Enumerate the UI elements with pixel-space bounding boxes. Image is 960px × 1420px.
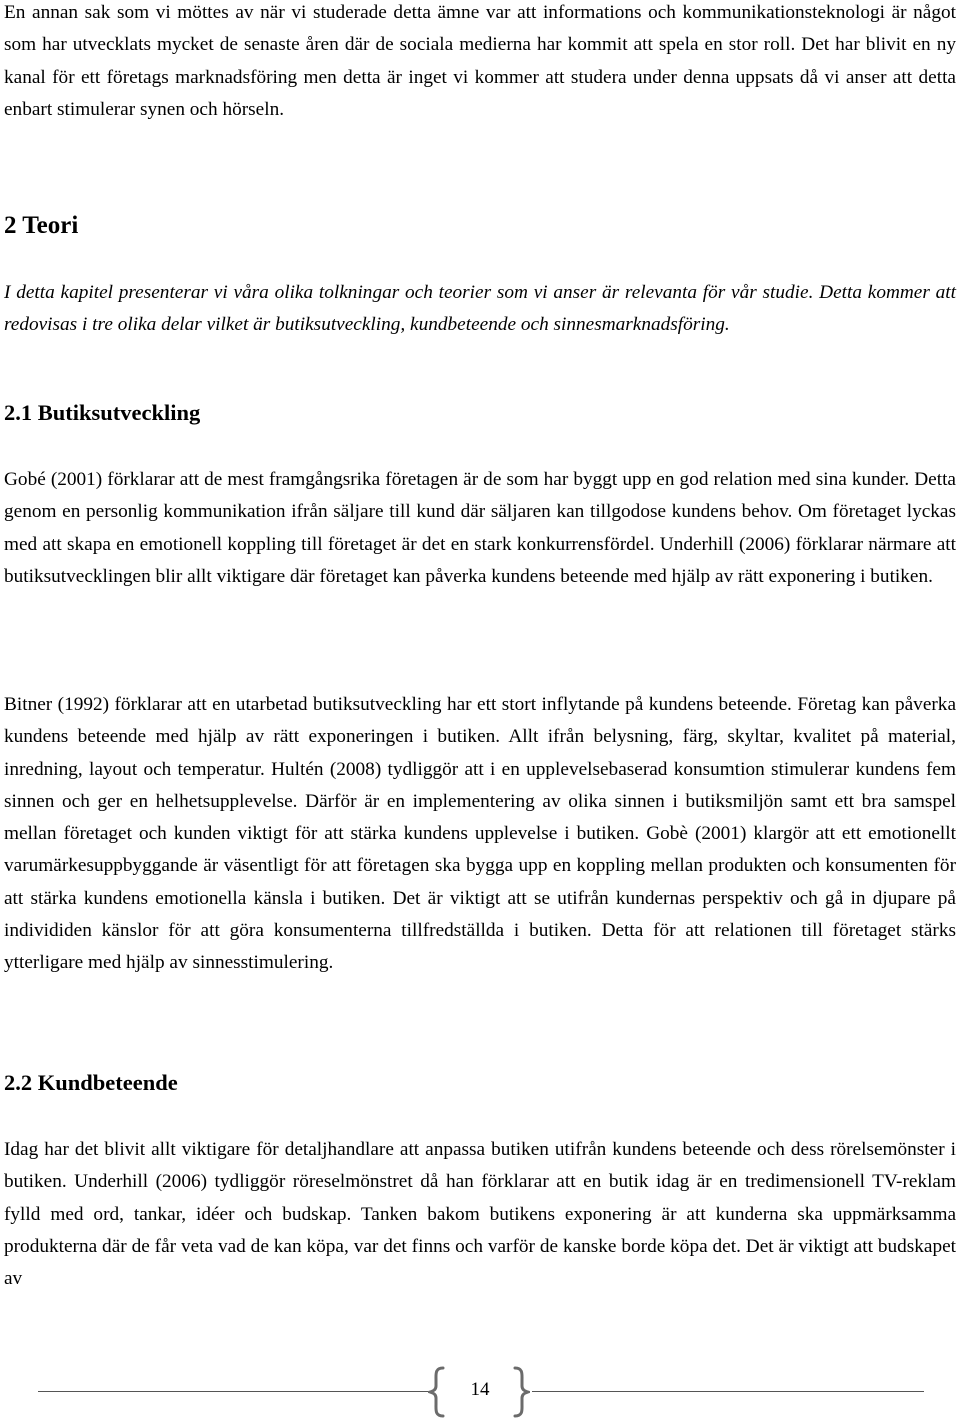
subsection-heading-butiksutveckling: 2.1 Butiksutveckling	[4, 400, 201, 425]
page-number: 14	[470, 1379, 490, 1400]
body-paragraph: En annan sak som vi möttes av när vi studerade detta ämne var att informations och kommunikationsteknologi är något som har utvecklats mycket de senaste åren där de sociala medierna har kommit att spela en stor roll. Det har blivit en ny kanal för ett företags marknadsföring men detta är inget vi kommer att studera under denna uppsats då vi anser att detta enbart stimulerar synen och hörseln.	[4, 2, 956, 120]
section-intro-paragraph: I detta kapitel presenterar vi våra olika tolkningar och teorier som vi anser är relevanta för vår studie. Detta kommer att redovisas i tre olika delar vilket är butiksutveckling, kundbeteende och sinnesmarknadsföring.	[4, 282, 956, 336]
footer-rule-left	[38, 1391, 430, 1392]
body-paragraph: Idag har det blivit allt viktigare för detaljhandlare att anpassa butiken utifrån kundens beteende och dess rörelsemönster i butiken. Underhill (2006) tydliggör röreselmönstret då han förklarar att en butik idag är en tredimensionell TV-reklam fylld med ord, tankar, idéer och budskap. Tanken bakom butikens exponering är att kunderna ska uppmärksamma produkterna där de får veta vad de kan köpa, var det finns och varför de kanske borde köpa det. Det är viktigt att budskapet av	[4, 1139, 956, 1290]
right-brace-icon	[512, 1366, 530, 1418]
section-heading-teori: 2 Teori	[4, 212, 79, 239]
footer-rule-right	[532, 1391, 924, 1392]
page-footer	[0, 1360, 960, 1420]
body-paragraph: Gobé (2001) förklarar att de mest framgångsrika företagen är de som har byggt upp en god relation med sina kunder. Detta genom en personlig kommunikation ifrån säljare till kund där säljaren kan tillgodose kundens behov. Om företaget lyckas med att skapa en emotionell koppling till företaget är det en stark konkurrensfördel. Underhill (2006) förklarar närmare att butiksutvecklingen blir allt viktigare där företaget kan påverka kundens beteende med hjälp av rätt exponering i butiken.	[4, 469, 956, 587]
subsection-heading-kundbeteende: 2.2 Kundbeteende	[4, 1070, 178, 1095]
body-paragraph: Bitner (1992) förklarar att en utarbetad butiksutveckling har ett stort inflytande på kundens beteende. Företag kan påverka kundens beteende med hjälp av rätt exponeringen i butiken. Allt ifrån belysning, färg, skyltar, kvalitet på material, inredning, layout och temperatur. Hultén (2008) tydliggör att i en upplevelsebaserad konsumtion stimulerar kundens fem sinnen och ger en helhetsupplevelse. Därför är en implementering av olika sinnen i butiksmiljön samt ett bra samspel mellan företaget och kunden viktigt för att stärka kundens upplevelse i butiken. Gobè (2001) klargör att ett emotionellt varumärkesuppbyggande är väsentligt för att företagen ska bygga upp en koppling mellan produkten och konsumenten för att stärka kundens emotionella känsla i butiken. Det är viktigt att se utifrån kundernas perspektiv och gå in djupare på individiden känslor för att göra konsumenterna tillfredställda i butiken. Detta för att relationen till företaget stärks ytterligare med hjälp av sinnesstimulering.	[4, 694, 956, 974]
